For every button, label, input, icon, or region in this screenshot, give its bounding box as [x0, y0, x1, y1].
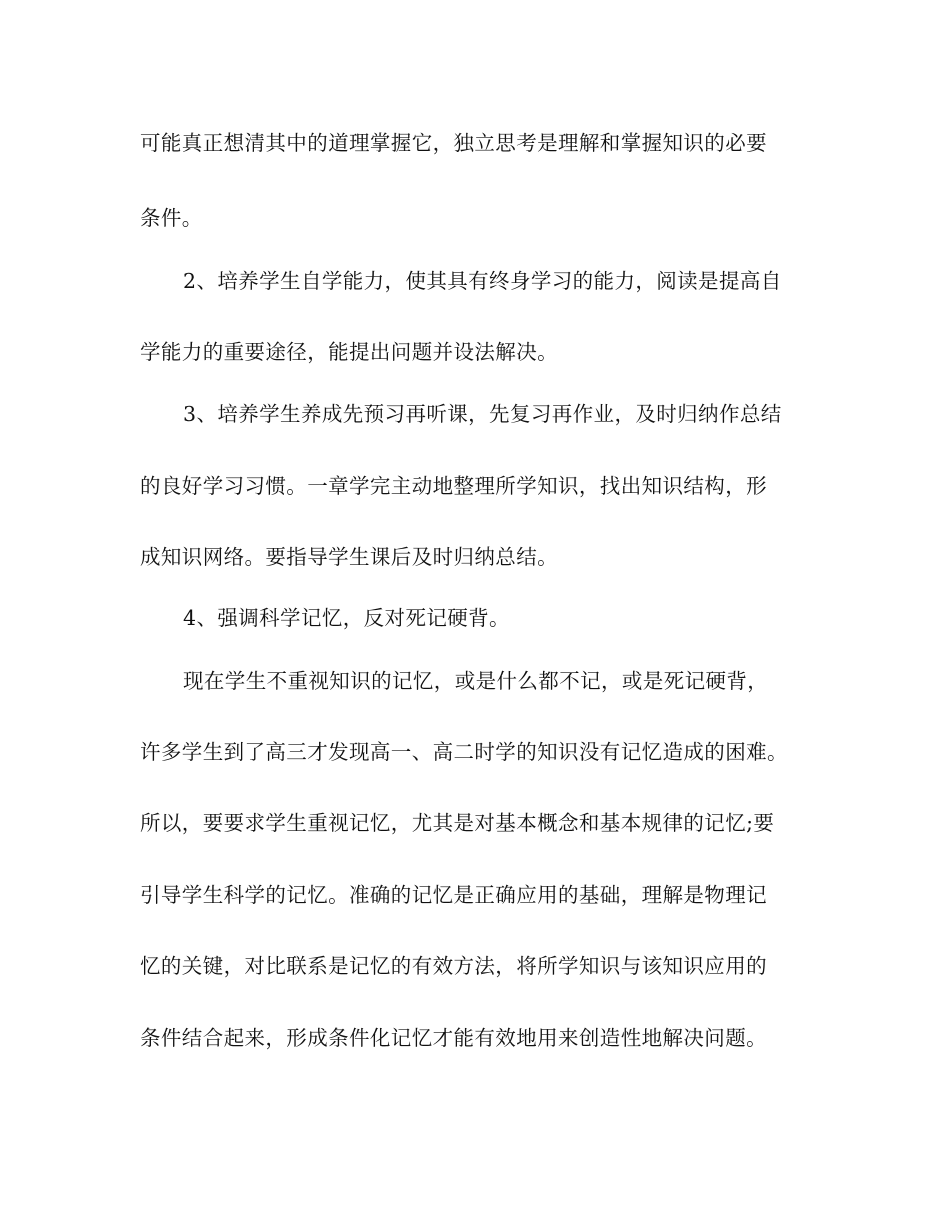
- paragraph-start-line: 3、培养学生养成先预习再听课，先复习再作业，及时归纳作总结: [183, 402, 782, 426]
- text-line: 可能真正想清其中的道理掌握它，独立思考是理解和掌握知识的必要: [140, 131, 767, 155]
- text-line: 条件。: [140, 206, 203, 230]
- text-line: 引导学生科学的记忆。准确的记忆是正确应用的基础，理解是物理记: [140, 883, 767, 907]
- text-line: 的良好学习习惯。一章学完主动地整理所学知识，找出知识结构，形: [140, 474, 767, 498]
- text-line: 成知识网络。要指导学生课后及时归纳总结。: [140, 545, 558, 569]
- text-line: 所以，要要求学生重视记忆，尤其是对基本概念和基本规律的记忆;要: [140, 811, 775, 835]
- text-line: 学能力的重要途径，能提出问题并设法解决。: [140, 340, 558, 364]
- paragraph-start-line: 2、培养学生自学能力，使其具有终身学习的能力，阅读是提高自: [183, 269, 782, 293]
- paragraph-start-line: 4、强调科学记忆，反对死记硬背。: [183, 606, 510, 630]
- paragraph-start-line: 现在学生不重视知识的记忆，或是什么都不记，或是死记硬背，: [183, 669, 769, 693]
- text-line: 条件结合起来，形成条件化记忆才能有效地用来创造性地解决问题。: [140, 1026, 767, 1050]
- text-line: 忆的关键，对比联系是记忆的有效方法，将所学知识与该知识应用的: [140, 954, 767, 978]
- text-line: 许多学生到了高三才发现高一、高二时学的知识没有记忆造成的困难。: [140, 740, 788, 764]
